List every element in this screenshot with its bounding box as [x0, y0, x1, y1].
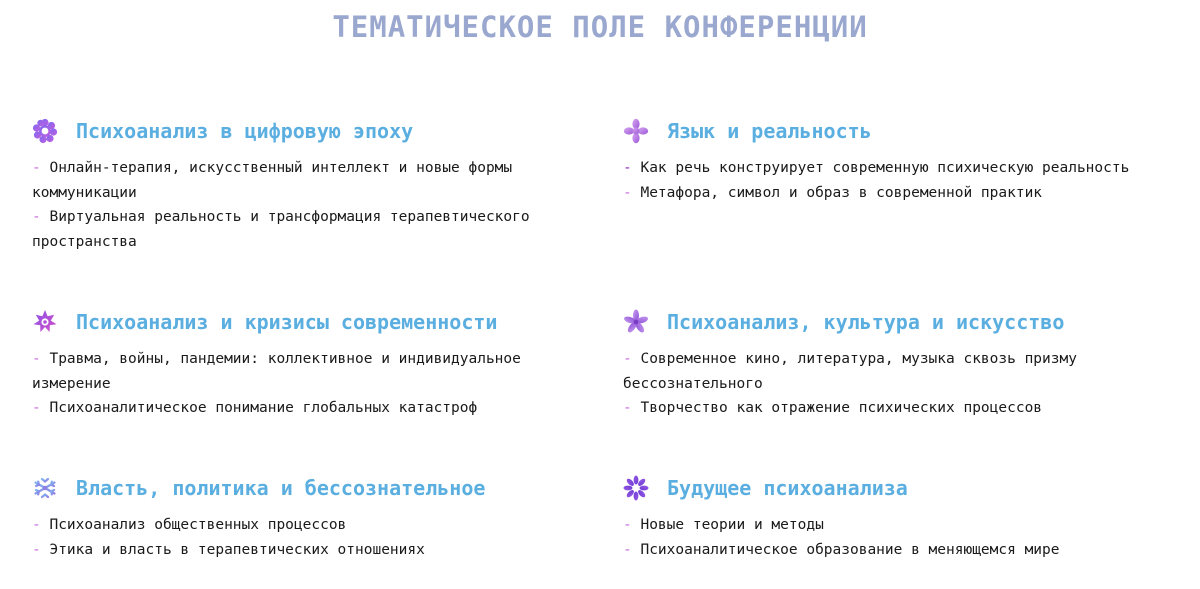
section-culture-art — [623, 307, 1183, 421]
list-item — [623, 513, 1183, 538]
list-item-text: Творчество как отражение психических процессов — [640, 400, 1043, 416]
star-gear-icon — [32, 309, 58, 335]
list-item-text: Как речь конструирует современную психическую реальность — [640, 160, 1130, 176]
section-title: Психоанализ в цифровую эпоху — [76, 119, 414, 143]
section-items — [623, 156, 1183, 205]
dash-bullet: - — [32, 160, 50, 176]
list-item-text: Психоаналитическое понимание глобальных катастроф — [49, 400, 478, 416]
list-item — [32, 396, 592, 421]
dash-bullet: - — [623, 184, 641, 201]
dash-bullet: - — [623, 160, 641, 176]
section-header — [623, 307, 1183, 337]
list-item — [32, 347, 592, 396]
section-header — [32, 307, 592, 337]
dash-bullet: - — [623, 541, 641, 558]
section-title: Психоанализ и кризисы современности — [76, 310, 498, 334]
section-header — [623, 116, 1183, 146]
list-item-text: Травма, войны, пандемии: коллективное и индивидуальное измерение — [32, 351, 521, 392]
section-items — [623, 347, 1183, 421]
section-future — [623, 473, 1183, 562]
section-items — [32, 156, 592, 254]
list-item — [623, 181, 1183, 206]
section-power-politics — [32, 473, 592, 562]
flower-ring-icon — [32, 118, 58, 144]
list-item-text: Современное кино, литература, музыка сквозь призму бессознательного — [623, 351, 1077, 392]
section-header — [32, 116, 592, 146]
section-items — [32, 347, 592, 421]
dash-bullet: - — [32, 541, 50, 558]
section-language-reality — [623, 116, 1183, 205]
list-item — [32, 156, 592, 205]
list-item — [623, 156, 1183, 181]
section-digital-era — [32, 116, 592, 254]
petal-flower-icon — [623, 309, 649, 335]
dash-bullet: - — [623, 400, 641, 416]
section-title: Психоанализ, культура и искусство — [667, 310, 1065, 334]
list-item-text: Метафора, символ и образ в современной практик — [640, 184, 1043, 201]
section-crises — [32, 307, 592, 421]
list-item-text: Этика и власть в терапевтических отношениях — [49, 541, 425, 558]
list-item-text: Новые теории и методы — [640, 517, 824, 533]
dash-bullet: - — [32, 351, 50, 367]
section-header — [32, 473, 592, 503]
section-title: Власть, политика и бессознательное — [76, 476, 486, 500]
page-title: ТЕМАТИЧЕСКОЕ ПОЛЕ КОНФЕРЕНЦИИ — [332, 10, 868, 44]
list-item — [623, 538, 1183, 563]
dash-bullet: - — [623, 517, 641, 533]
list-item — [32, 513, 592, 538]
plus-flower-icon — [623, 118, 649, 144]
section-items — [32, 513, 592, 562]
list-item — [623, 347, 1183, 396]
dash-bullet: - — [623, 351, 641, 367]
section-title: Язык и реальность — [667, 119, 872, 143]
list-item-text: Психоаналитическое образование в меняющемся мире — [640, 541, 1060, 558]
list-item — [623, 396, 1183, 421]
list-item — [32, 538, 592, 563]
list-item-text: Психоанализ общественных процессов — [49, 517, 347, 533]
section-header — [623, 473, 1183, 503]
snowflake-icon — [32, 475, 58, 501]
dash-bullet: - — [32, 517, 50, 533]
dash-bullet: - — [32, 209, 50, 225]
burst-icon — [623, 475, 649, 501]
list-item — [32, 205, 592, 254]
section-title: Будущее психоанализа — [667, 476, 908, 500]
list-item-text: Онлайн-терапия, искусственный интеллект и новые формы коммуникации — [32, 160, 513, 201]
dash-bullet: - — [32, 400, 50, 416]
list-item-text: Виртуальная реальность и трансформация терапевтического пространства — [32, 209, 530, 250]
section-items — [623, 513, 1183, 562]
